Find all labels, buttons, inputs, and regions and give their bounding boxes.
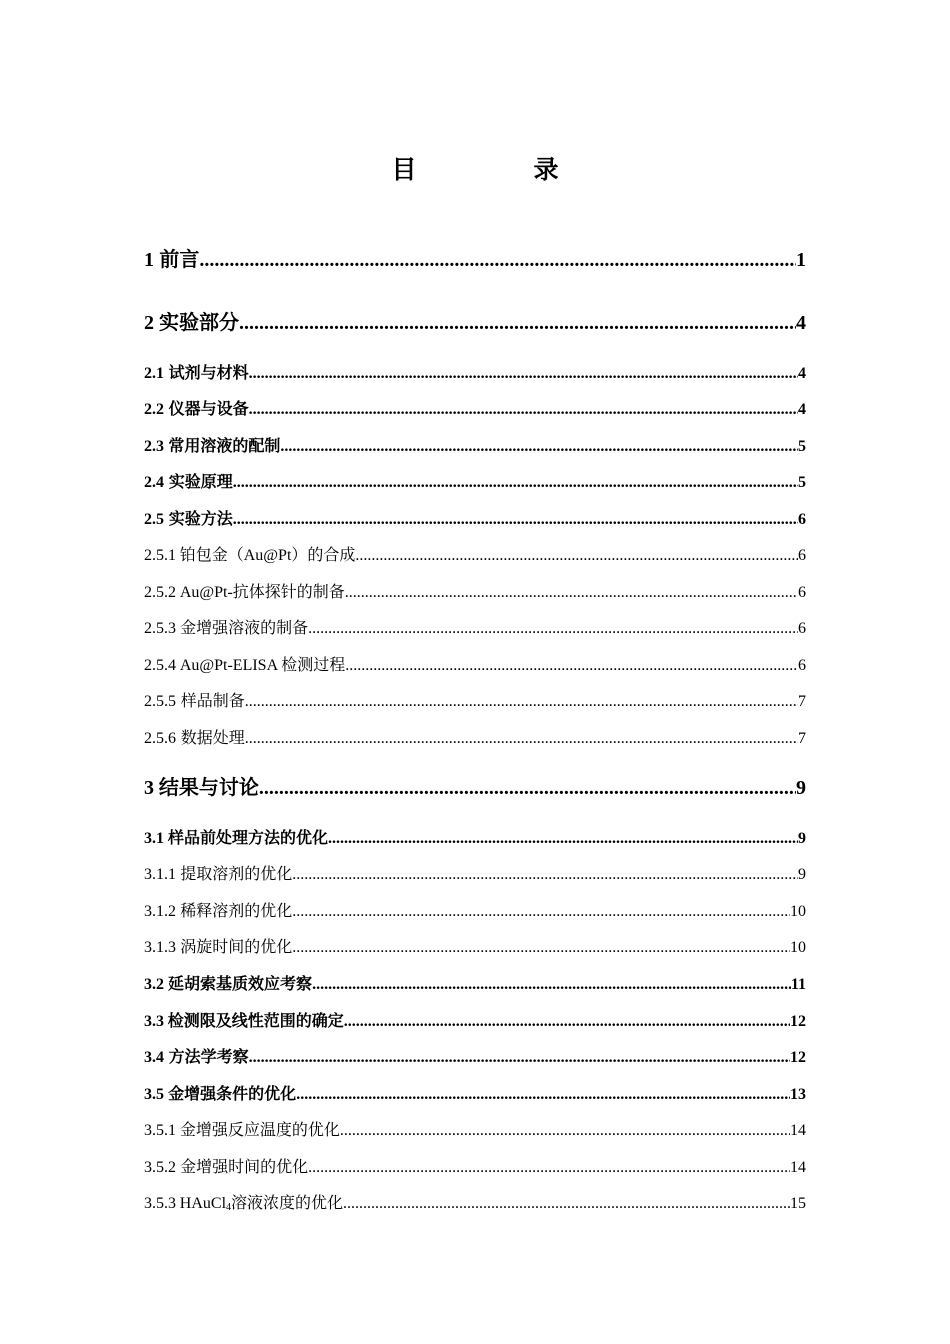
toc-leader-dots [249, 1049, 790, 1067]
toc-entry-page: 13 [790, 1086, 806, 1103]
toc-entry-label-post: 溶液浓度的优化 [231, 1195, 344, 1212]
toc-entry-label [180, 1190, 343, 1213]
toc-entry-page: 10 [790, 939, 806, 956]
toc-entry-label: 涡旋时间的优化 [180, 939, 293, 956]
toc-entry-number: 2.4 [144, 474, 164, 491]
toc-entry-label: 结果与讨论 [158, 777, 259, 799]
toc-entry-label: 金增强反应温度的优化 [179, 1122, 340, 1139]
toc-entry-page: 6 [798, 511, 806, 528]
toc-entry-label: 金增强时间的优化 [180, 1159, 309, 1176]
toc-entry[interactable] [144, 1008, 806, 1031]
toc-entry-label: 金增强溶液的制备 [180, 620, 309, 637]
toc-entry-label: 延胡索基质效应考察 [168, 976, 313, 993]
toc-leader-dots [345, 584, 798, 602]
toc-entry-number: 2.5.6 [144, 730, 176, 747]
toc-leader-dots [308, 1159, 790, 1177]
toc-entry-number: 3.1.1 [144, 866, 176, 883]
toc-entry[interactable] [144, 1081, 806, 1104]
toc-entry[interactable] [144, 396, 806, 419]
toc-entry-label: 仪器与设备 [168, 401, 249, 418]
toc-leader-dots [249, 401, 798, 419]
toc-entry[interactable] [144, 898, 806, 921]
toc-leader-dots [249, 365, 798, 383]
toc-entry-number: 3.4 [144, 1049, 164, 1066]
toc-entry[interactable] [144, 725, 806, 748]
toc-entry-number: 3.1.2 [144, 903, 176, 920]
toc-leader-dots [344, 1013, 790, 1031]
toc-entry[interactable] [144, 1117, 806, 1140]
toc-leader-dots [345, 657, 798, 675]
toc-entry-number: 1 [144, 249, 154, 271]
toc-entry[interactable] [144, 861, 806, 884]
toc-entry-number: 3.3 [144, 1013, 164, 1030]
toc-entry-page: 7 [798, 693, 806, 710]
toc-leader-dots [239, 312, 796, 335]
toc-entry[interactable] [144, 1190, 806, 1213]
toc-entry-label: 试剂与材料 [168, 365, 249, 382]
toc-entry-page: 4 [796, 312, 806, 334]
toc-entry-number: 2.5 [144, 511, 164, 528]
toc-entry-label: 实验方法 [168, 511, 233, 528]
toc-entry[interactable] [144, 306, 806, 335]
toc-entry-page: 6 [798, 584, 806, 601]
toc-entry[interactable] [144, 360, 806, 383]
toc-entry-page: 5 [798, 438, 806, 455]
toc-entry-page: 6 [798, 620, 806, 637]
toc-entry-label: 检测限及线性范围的确定 [167, 1013, 344, 1030]
toc-leader-dots [280, 438, 798, 456]
toc-entry-number: 3.5.2 [144, 1159, 176, 1176]
toc-entry-number: 2.5.2 [144, 584, 176, 601]
toc-entry-number: 2 [144, 312, 154, 334]
toc-entry-label: 数据处理 [180, 730, 245, 747]
toc-entry[interactable] [144, 1154, 806, 1177]
toc-entry-label: 方法学考察 [168, 1049, 249, 1066]
toc-leader-dots [245, 693, 798, 711]
toc-entry-number: 2.5.1 [144, 547, 176, 564]
toc-entry-label: 提取溶剂的优化 [180, 866, 293, 883]
toc-leader-dots [343, 1195, 790, 1213]
toc-entry-label: 实验原理 [168, 474, 233, 491]
toc-entry-page: 9 [798, 866, 806, 883]
toc-entry-label: 样品前处理方法的优化 [167, 830, 328, 847]
toc-entry-page: 4 [798, 365, 806, 382]
toc-entry-page: 14 [790, 1159, 806, 1176]
toc-entry-label: Au@Pt-ELISA 检测过程 [179, 657, 346, 674]
toc-entry[interactable] [144, 652, 806, 675]
toc-leader-dots [199, 249, 796, 272]
toc-entry[interactable] [144, 934, 806, 957]
toc-entry-label: Au@Pt-抗体探针的制备 [179, 584, 345, 601]
toc-entry[interactable] [144, 579, 806, 602]
toc-entry-number: 3.2 [144, 976, 164, 993]
toc-entry-page: 12 [790, 1049, 806, 1066]
toc-entry-page: 11 [790, 976, 806, 993]
toc-leader-dots [340, 1122, 790, 1140]
toc-entry-label: 金增强条件的优化 [168, 1086, 297, 1103]
toc-leader-dots [312, 976, 791, 994]
toc-entry-number: 2.5.4 [144, 657, 176, 674]
toc-entry-number: 2.2 [144, 401, 164, 418]
toc-leader-dots [296, 1086, 790, 1104]
page-title: 目 录 [391, 157, 605, 184]
toc-entry-number: 3.5 [144, 1086, 164, 1103]
toc-entry[interactable] [144, 506, 806, 529]
toc-entry-label-subscript: 4 [226, 1202, 232, 1213]
toc-entry-label-pre: HAuCl [179, 1195, 227, 1212]
toc-entry-label: 前言 [159, 249, 200, 271]
toc-entry-page: 7 [798, 730, 806, 747]
toc-entry-page: 12 [790, 1013, 806, 1030]
toc-entry-label: 稀释溶剂的优化 [180, 903, 293, 920]
toc-entry[interactable] [144, 542, 806, 565]
toc-entry-page: 15 [790, 1195, 806, 1212]
toc-entry-label: 样品制备 [180, 693, 245, 710]
toc-entry[interactable] [144, 1044, 806, 1067]
toc-entry[interactable] [144, 243, 806, 272]
toc-entry-number: 3.1.3 [144, 939, 176, 956]
toc-entry-label: 常用溶液的配制 [168, 438, 281, 455]
toc-leader-dots [292, 939, 790, 957]
toc-entry-page: 9 [798, 830, 806, 847]
toc-entry-number: 2.5.3 [144, 620, 176, 637]
toc-entry-page: 1 [796, 249, 806, 271]
toc-entry-page: 4 [798, 401, 806, 418]
toc-entry[interactable] [144, 615, 806, 638]
toc-entry-page: 14 [790, 1122, 806, 1139]
toc-leader-dots [233, 474, 798, 492]
toc-entry-page: 6 [798, 547, 806, 564]
toc-leader-dots [308, 620, 798, 638]
toc-entry-number: 2.1 [144, 365, 164, 382]
toc-entry[interactable] [144, 771, 806, 800]
toc-entry-label: 实验部分 [159, 312, 240, 334]
toc-entry-page: 9 [796, 777, 806, 799]
toc-entry[interactable] [144, 469, 806, 492]
toc-entry-number: 3.1 [144, 830, 164, 847]
toc-leader-dots [292, 903, 790, 921]
toc-entry-page: 10 [790, 903, 806, 920]
toc-leader-dots [245, 730, 798, 748]
toc-entry-number: 3 [144, 777, 154, 799]
toc-entry-page: 6 [798, 657, 806, 674]
toc-entry-number: 3.5.3 [144, 1195, 176, 1212]
toc-leader-dots [292, 866, 798, 884]
toc-entry[interactable] [144, 825, 806, 848]
toc-entry-page: 5 [798, 474, 806, 491]
toc-entry-number: 2.3 [144, 438, 164, 455]
toc-entry-number: 2.5.5 [144, 693, 176, 710]
toc-entry-label: 铂包金（Au@Pt）的合成 [179, 547, 356, 564]
toc-entry[interactable] [144, 433, 806, 456]
toc-leader-dots [259, 777, 796, 800]
toc-leader-dots [233, 511, 798, 529]
toc-entry[interactable] [144, 971, 806, 994]
toc-leader-dots [355, 547, 798, 565]
toc-entry-number: 3.5.1 [144, 1122, 176, 1139]
toc-leader-dots [328, 830, 798, 848]
toc-entry[interactable] [144, 688, 806, 711]
